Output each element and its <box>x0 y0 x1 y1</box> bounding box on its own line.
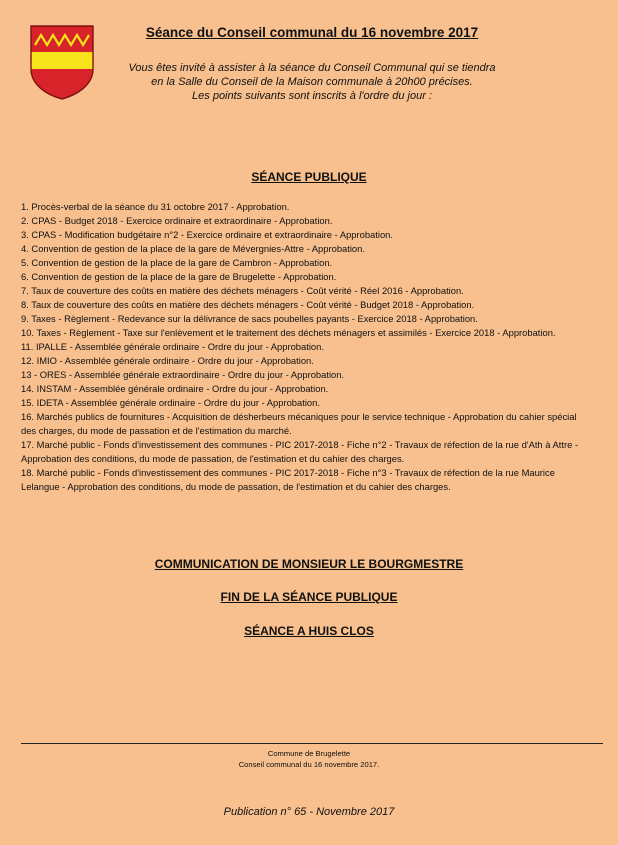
intro-line: Vous êtes invité à assister à la séance du Conseil Communal qui se tiendra <box>128 62 496 74</box>
section-heading-communication: COMMUNICATION DE MONSIEUR LE BOURGMESTRE <box>154 557 464 571</box>
agenda-item: 9. Taxes - Règlement - Redevance sur la délivrance de sacs poubelles payants - Exercice 2018 - Approbation. <box>21 313 478 324</box>
intro-line: en la Salle du Conseil de la Maison communale à 20h00 précises. <box>151 76 473 88</box>
agenda-item: 1. Procès-verbal de la séance du 31 octobre 2017 - Approbation. <box>21 201 290 212</box>
page-title: Séance du Conseil communal du 16 novembre 2017 <box>145 25 479 40</box>
agenda-item: 2. CPAS - Budget 2018 - Exercice ordinaire et extraordinaire - Approbation. <box>21 215 333 226</box>
agenda-item: 15. IDETA - Assemblée générale ordinaire - Ordre du jour - Approbation. <box>21 397 320 408</box>
section-heading-public: SÉANCE PUBLIQUE <box>251 170 367 184</box>
footer-session: Conseil communal du 16 novembre 2017. <box>238 760 380 769</box>
agenda-item: 10. Taxes - Règlement - Taxe sur l'enlèvement et le traitement des déchets ménagers et assimilés - Exercice 2018 - Approbation. <box>21 327 556 338</box>
agenda-item: 16. Marchés publics de fournitures - Acquisition de désherbeurs mécaniques pour le service technique - Approbation du cahier spécial des charges, du mode de passation et de l'estimation du marché. <box>21 411 577 436</box>
agenda-item: 11. IPALLE - Assemblée générale ordinaire - Ordre du jour - Approbation. <box>21 341 324 352</box>
section-heading-closed: SÉANCE A HUIS CLOS <box>244 624 374 638</box>
agenda-item: 7. Taux de couverture des coûts en matière des déchets ménagers - Coût vérité - Réel 2016 - Approbation. <box>21 285 464 296</box>
intro-line: Les points suivants sont inscrits à l'ordre du jour : <box>192 90 432 102</box>
agenda-item: 17. Marché public - Fonds d'investissement des communes - PIC 2017-2018 - Fiche n°2 - Travaux de réfection de la rue d'Ath à Attre - Approbation des conditions, du mode de passation, de l'estimation et du cahier des charges. <box>21 439 579 464</box>
coat-of-arms-icon <box>29 25 95 100</box>
agenda-list <box>21 200 581 494</box>
agenda-item: 14. INSTAM - Assemblée générale ordinaire - Ordre du jour - Approbation. <box>21 383 329 394</box>
footer-divider <box>21 743 603 744</box>
agenda-item: 13 - ORES - Assemblée générale extraordinaire - Ordre du jour - Approbation. <box>21 369 345 380</box>
agenda-item: 3. CPAS - Modification budgétaire n°2 - Exercice ordinaire et extraordinaire - Approbation. <box>21 229 393 240</box>
publication-number: Publication n° 65 - Novembre 2017 <box>223 806 395 818</box>
agenda-item: 4. Convention de gestion de la place de la gare de Mévergnies-Attre - Approbation. <box>21 243 365 254</box>
agenda-item: 18. Marché public - Fonds d'investissement des communes - PIC 2017-2018 - Fiche n°3 - Travaux de réfection de la rue Maurice Lelangue - Approbation des conditions, du mode de passation, de l'estimation et du cahier des charges. <box>21 467 555 492</box>
agenda-item: 12. IMIO - Assemblée générale ordinaire - Ordre du jour - Approbation. <box>21 355 314 366</box>
agenda-item: 6. Convention de gestion de la place de la gare de Brugelette - Approbation. <box>21 271 337 282</box>
agenda-item: 5. Convention de gestion de la place de la gare de Cambron - Approbation. <box>21 257 333 268</box>
footer-commune: Commune de Brugelette <box>267 749 351 758</box>
agenda-item: 8. Taux de couverture des coûts en matière des déchets ménagers - Coût vérité - Budget 2018 - Approbation. <box>21 299 475 310</box>
section-heading-end-public: FIN DE LA SÉANCE PUBLIQUE <box>220 590 398 604</box>
intro-text <box>100 61 524 103</box>
